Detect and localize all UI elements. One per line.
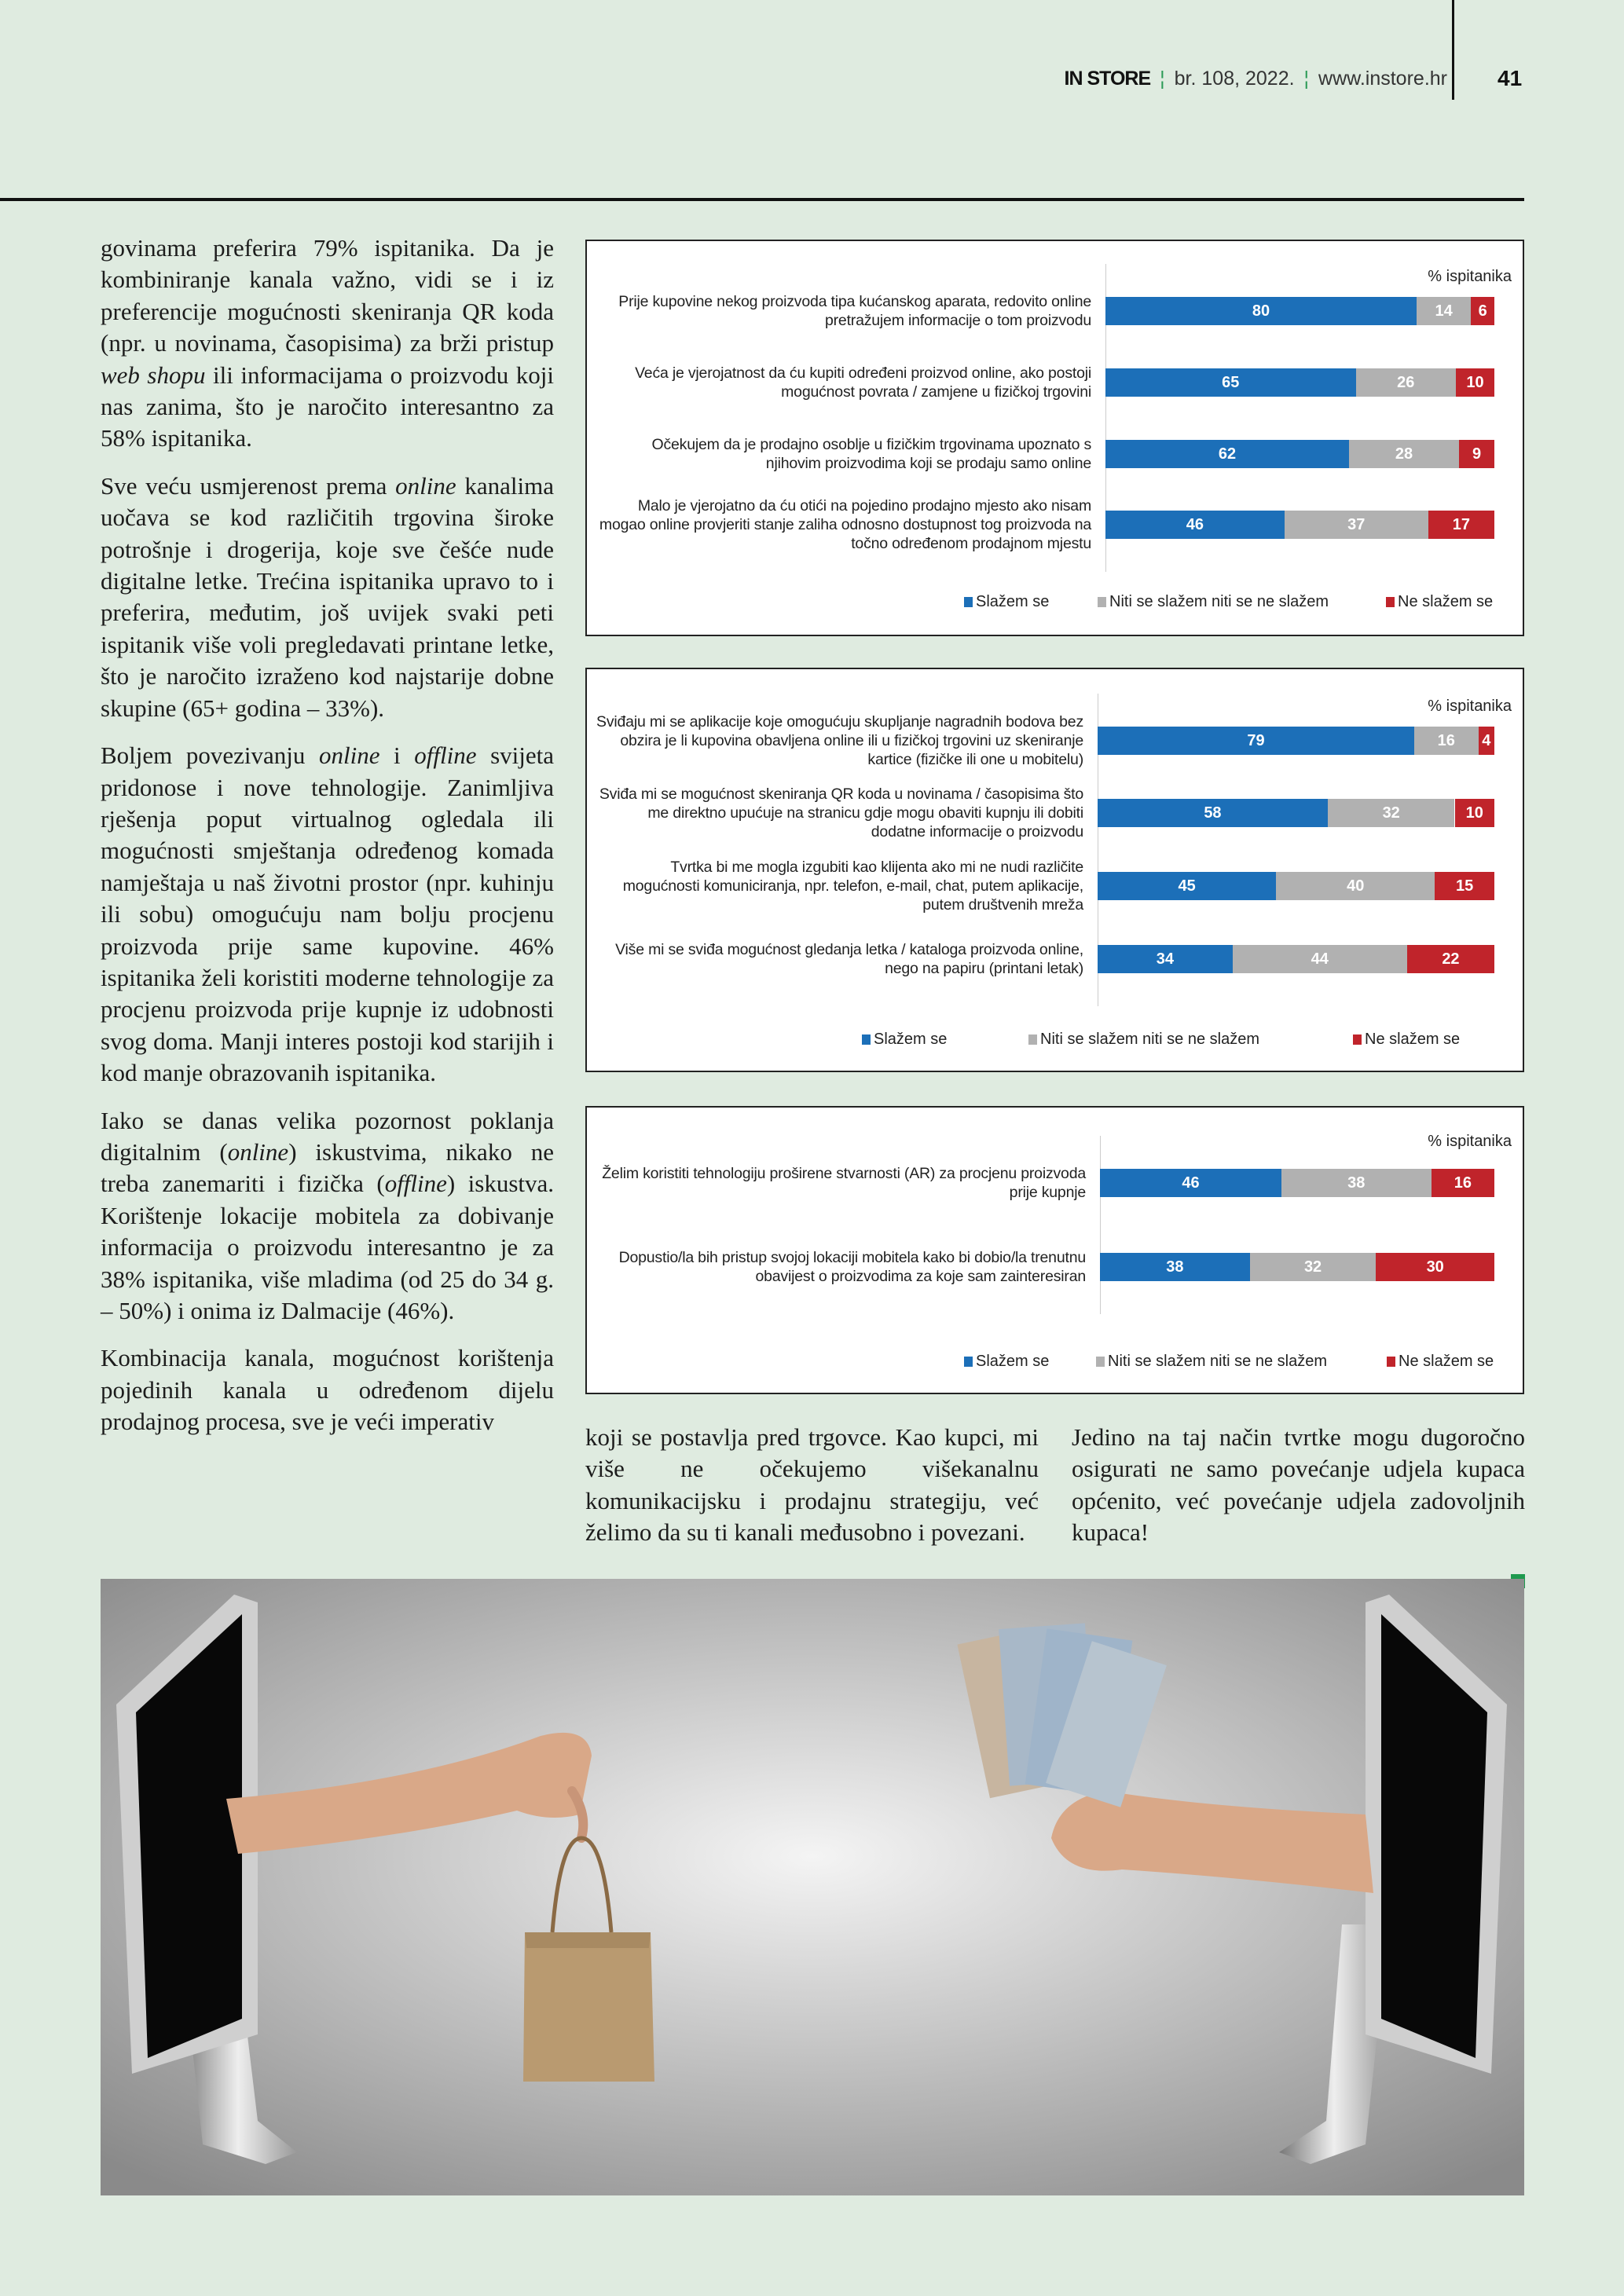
paragraph-text: Kombinacija kanala, mogućnost korištenja pojedinih kanala u određenom dijelu prodajnog procesa, sve je veći imperativ [101,1344,554,1436]
paragraph-text: ) iskustva. Korištenje lokacije mobitela za dobivanje informacija o proizvodu interesantno je za 38% ispitanika, više mladima (od 25 do 34 g. – 50%) i onima iz Dalmacije (46%). [101,1170,555,1324]
paragraph-text: govinama preferira 79% ispitanika. Da je kombiniranje kanala važno, vidi se i iz preferencije mogućnosti skeniranja QR koda (npr. u novinama, časopisima) za brži pristup [101,234,554,357]
data-label: 32 [1382,804,1400,822]
bar-segment-disagree [1459,440,1494,468]
legend-label: Slažem se [976,1353,1050,1370]
unit-label: % ispitanika [1428,1133,1512,1150]
data-label: 26 [1397,373,1415,391]
bar-segment-neutral [1356,368,1456,397]
bar-segment-neutral [1417,297,1471,325]
legend-label: Ne slažem se [1399,1353,1494,1370]
bar-segment-neutral [1233,945,1407,973]
bar-segment-disagree [1435,872,1494,900]
data-label: 46 [1182,1174,1200,1192]
bar-segment-disagree [1455,799,1495,827]
data-label: 14 [1435,302,1453,320]
emphasized-text: online [395,471,456,500]
legend-swatch [964,597,973,607]
paragraph-text: i [379,742,415,770]
header-divider [1452,0,1454,100]
bar-segment-disagree [1407,945,1494,973]
legend-item [1098,593,1329,611]
header-rule [0,198,1524,201]
legend-item [1028,1031,1259,1049]
article-paragraph [101,740,554,1089]
article-paragraph [101,1342,554,1437]
emphasized-text: offline [414,742,477,770]
emphasized-text: offline [384,1170,447,1198]
article-paragraph [1072,1422,1525,1549]
bar-segment-neutral [1328,799,1455,827]
legend-item [862,1031,947,1049]
bar-segment-agree [1100,1169,1281,1197]
legend-label: Ne slažem se [1398,593,1494,610]
bar-segment-neutral [1276,872,1435,900]
paragraph-text: Jedino na taj način tvrtke mogu dugoročno osigurati ne samo povećanje udjela kupaca općenito, već povećanje udjela zadovoljnih kupaca! [1072,1423,1525,1547]
category-label: Očekujem da je prodajno osoblje u fizičkim trgovinama upoznato s njihovim proizvodima koji se prodaju samo online [651,436,1091,472]
separator: ¦ [1303,68,1310,90]
data-label: 16 [1437,731,1455,749]
category-label: Veća je vjerojatnost da ću kupiti određeni proizvod online, ako postoji mogućnost povrata / zamjene u fizičkoj trgovini [635,364,1091,401]
bar-segment-agree [1105,368,1356,397]
legend-item [964,1353,1049,1371]
legend-swatch [1028,1034,1037,1045]
emphasized-text: online [318,742,380,770]
emphasized-text: web shopu [101,361,206,389]
legend-label: Slažem se [976,593,1050,610]
category-label: Sviđa mi se mogućnost skeniranja QR koda u novinama / časopisima što me direktno upućuje na stranicu gdje mogu obaviti kupnju ili dobiti dodatne informacije o proizvodu [599,785,1083,840]
category-label: Želim koristiti tehnologiju proširene stvarnosti (AR) za procjenu proizvoda prije kupnje [602,1165,1086,1201]
survey-chart-1 [585,240,1524,636]
legend-item [964,593,1049,611]
data-label: 10 [1465,804,1483,822]
data-label: 17 [1452,515,1471,533]
legend-label: Slažem se [874,1031,948,1048]
data-label: 9 [1472,445,1482,463]
data-label: 62 [1218,445,1237,463]
paragraph-text: Iako se danas velika pozornost poklanja digitalnim ( [101,1106,554,1166]
data-label: 16 [1454,1174,1472,1192]
data-label: 38 [1347,1174,1366,1192]
data-label: 65 [1222,373,1240,391]
legend-label: Niti se slažem niti se ne slažem [1108,1353,1327,1370]
article-column-left [101,233,554,1454]
issue-number: br. 108, 2022. [1174,68,1295,90]
data-label: 15 [1456,877,1474,895]
bar-segment-agree [1100,1253,1250,1281]
bar-segment-neutral [1250,1253,1377,1281]
article-column-right [1072,1422,1525,1588]
data-label: 44 [1311,950,1329,968]
bar-segment-disagree [1376,1253,1494,1281]
data-label: 58 [1204,804,1222,822]
bar-segment-neutral [1349,440,1459,468]
bar-segment-disagree [1456,368,1494,397]
magazine-logo: IN STORE [1064,68,1151,90]
category-label: Prije kupovine nekog proizvoda tipa kućanskog aparata, redovito online pretražujem informacije o tom proizvodu [618,293,1091,329]
bar-segment-agree [1098,799,1328,827]
article-paragraph [101,471,554,724]
legend-swatch [1386,597,1395,607]
legend-item [1096,1353,1327,1371]
bar-segment-agree [1098,727,1414,755]
article-paragraph [101,233,554,455]
survey-chart-3 [585,1106,1524,1394]
data-label: 10 [1466,373,1484,391]
category-label: Sviđaju mi se aplikacije koje omogućuju skupljanje nagradnih bodova bez obzira je li kupovina obavljena online ili u fizičkoj trgovini uz skeniranje kartice (fizičke ili one u mobitelu) [596,713,1083,768]
chart-axis [1100,1136,1101,1314]
ecommerce-photo [101,1579,1524,2195]
data-label: 80 [1252,302,1270,320]
paragraph-text: koji se postavlja pred trgovce. Kao kupci, mi više ne očekujemo višekanalnu komunikacijsku i prodajnu strategiju, već želimo da su ti kanali međusobno i povezani. [585,1423,1039,1547]
legend-swatch [1387,1357,1395,1367]
legend-swatch [1096,1357,1105,1367]
legend-swatch [1353,1034,1362,1045]
data-label: 45 [1178,877,1196,895]
paragraph-text: ) iskustvima, nikako ne treba zanemariti i fizička ( [101,1137,554,1198]
paragraph-text: Sve veću usmjerenost prema [101,471,396,500]
bar-segment-disagree [1471,297,1494,325]
legend-swatch [1098,597,1106,607]
unit-label: % ispitanika [1428,698,1512,715]
data-label: 32 [1303,1258,1322,1276]
separator: ¦ [1160,68,1165,90]
data-label: 40 [1347,877,1365,895]
legend-label: Ne slažem se [1365,1031,1461,1048]
bar-segment-agree [1105,511,1285,539]
data-label: 46 [1186,515,1204,533]
legend-item [1386,593,1493,611]
data-label: 22 [1442,950,1460,968]
bar-segment-neutral [1414,727,1479,755]
legend-item [1387,1353,1494,1371]
legend-label: Niti se slažem niti se ne slažem [1040,1031,1259,1048]
bar-segment-agree [1105,297,1417,325]
data-label: 38 [1166,1258,1184,1276]
bar-segment-agree [1098,872,1276,900]
legend-swatch [862,1034,871,1045]
data-label: 6 [1478,302,1487,320]
paragraph-text: kanalima uočava se kod različitih trgovina široke potrošnje i drogerija, koje sve češće nude digitalne letke. Trećina ispitanika upravo to i preferira, međutim, još uvijek svaki peti ispitanik više voli pregledavati printane letke, što je naročito izraženo kod najstarije dobne skupine (65+ godina – 33%). [101,471,554,722]
data-label: 79 [1247,731,1265,749]
page-number: 41 [1498,66,1523,90]
article-column-middle [585,1422,1039,1565]
data-label: 34 [1156,950,1174,968]
data-label: 28 [1395,445,1413,463]
emphasized-text: online [227,1137,289,1166]
legend-swatch [964,1357,973,1367]
bar-segment-neutral [1285,511,1428,539]
legend-item [1353,1031,1460,1049]
bar-segment-neutral [1281,1169,1432,1197]
bar-segment-disagree [1432,1169,1494,1197]
website-link[interactable]: www.instore.hr [1318,68,1447,90]
article-paragraph [585,1422,1039,1549]
category-label: Tvrtka bi me mogla izgubiti kao klijenta ako mi ne nudi različite mogućnosti komuniciranja, npr. telefon, e-mail, chat, putem aplikacije, putem društvenih mreža [622,859,1083,914]
unit-label: % ispitanika [1428,268,1512,285]
category-label: Malo je vjerojatno da ću otići na pojedino prodajno mjesto ako nisam mogao online provjeriti stanje zaliha odnosno dostupnost tog proizvoda na točno određenom prodajnom mjestu [599,497,1091,552]
paragraph-text: Boljem povezivanju [101,742,319,770]
data-label: 37 [1347,515,1366,533]
data-label: 4 [1482,731,1491,749]
paragraph-text: ili informacijama o proizvodu koji nas zanima, što je naročito interesantno za 58% ispitanika. [101,361,554,452]
bar-segment-agree [1105,440,1349,468]
survey-chart-2 [585,668,1524,1072]
category-label: Više mi se sviđa mogućnost gledanja letka / kataloga proizvoda online, nego na papiru (printani letak) [615,941,1083,977]
paragraph-text: svijeta pridonose i nove tehnologije. Zanimljiva rješenja poput virtualnog ogledala ili mogućnosti smještanja određenog komada namještaja u naš životni prostor (npr. kuhinju ili sobu) omogućuju nam bolju procjenu proizvoda prije same kupovine. 46% ispitanika želi koristiti moderne tehnologije za procjenu proizvoda prije kupnje iz udobnosti svog doma. Manji interes postoji kod starijih i kod manje obrazovanih ispitanika. [101,742,554,1087]
bar-segment-agree [1098,945,1233,973]
legend-label: Niti se slažem niti se ne slažem [1109,593,1329,610]
data-label: 30 [1426,1258,1444,1276]
bar-segment-disagree [1479,727,1494,755]
bar-segment-disagree [1428,511,1494,539]
article-paragraph [101,1105,554,1327]
running-header [1065,68,1447,90]
category-label: Dopustio/la bih pristup svojoj lokaciji mobitela kako bi dobio/la trenutnu obavijest o proizvodima za koje sam zainteresiran [618,1249,1086,1285]
